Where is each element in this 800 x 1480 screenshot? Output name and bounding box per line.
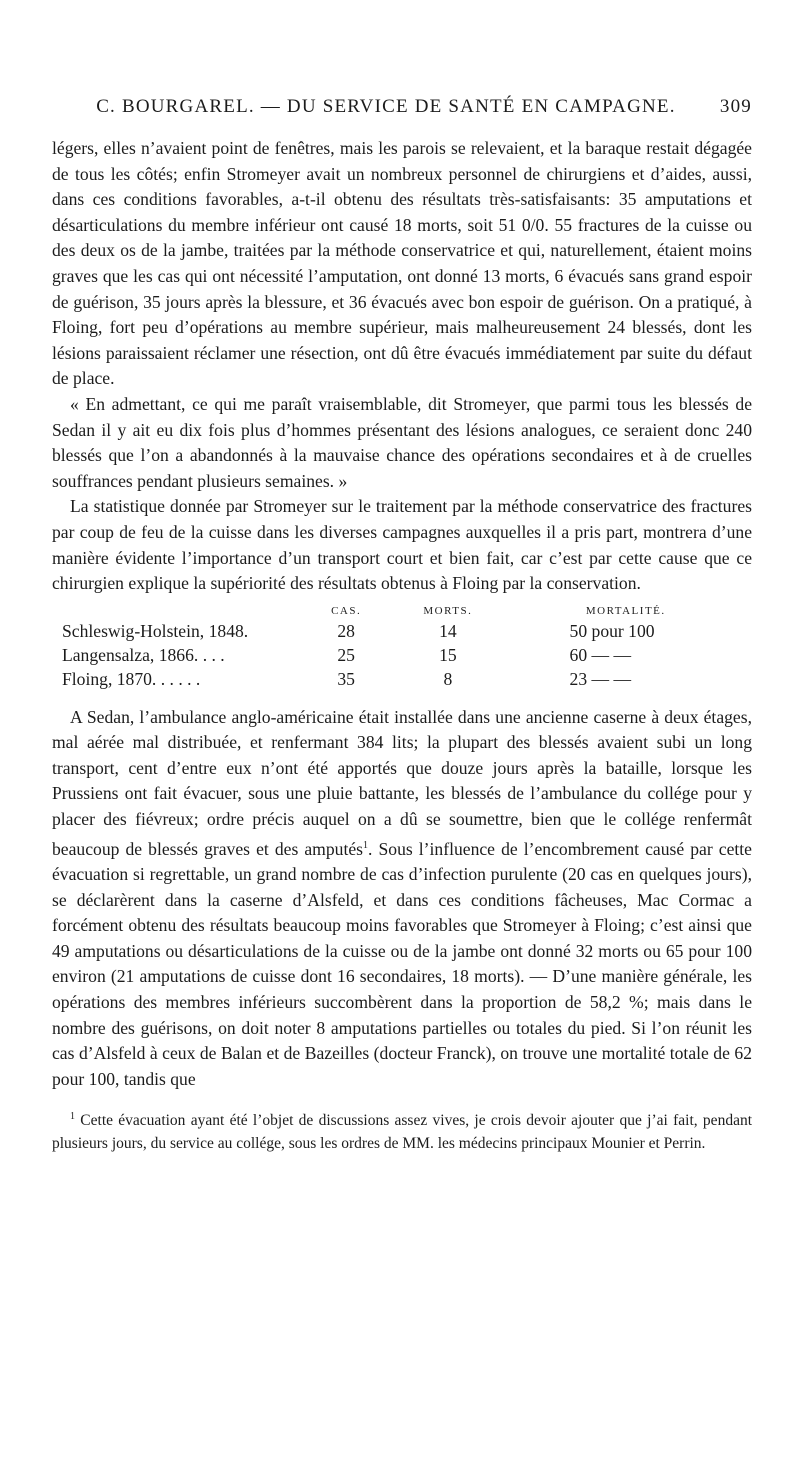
row-label: Langensalza, 1866. . . .	[62, 644, 225, 665]
table-row	[62, 619, 752, 643]
row-mortalite: 23 — —	[569, 668, 632, 689]
paragraph-1: légers, elles n’avaient point de fenêtres, mais les parois se relevaient, et la baraque restait dégagée de tous les côtés; enfin Stromeyer avait un nombreux personnel de chirurgiens et d’aides, aussi, dans ces conditions favorables, a-t-il obtenu des résultats très-satisfaisants: 35 amputations et désarticulations du membre inférieur ont causé 18 morts, soit 51 0/0. 55 fractures de la cuisse ou des deux os de la jambe, traitées par la méthode conservatrice et qui, naturellement, étaient moins graves que les cas qui ont nécessité l’amputation, ont donné 13 morts, 6 évacués sans grand espoir de guérison, 35 jours après la blessure, et 36 évacués avec bon espoir de guérison. On a pratiqué, à Floing, fort peu d’opérations au membre supérieur, mais malheureusement 24 blessés, dont les lésions paraissaient réclamer une résection, ont dû être évacués immédiatement par suite du défaut de place.	[52, 138, 752, 389]
paragraph-2-quote: « En admettant, ce qui me paraît vraisemblable, dit Stromeyer, que parmi tous les blessés de Sedan il y ait eu dix fois plus d’hommes présentant des lésions analogues, ce seraient donc 240 blessés que l’on a abandonnés à la mauvaise chance des opérations secondaires et à de cruelles souffrances pendant plusieurs semaines. »	[52, 393, 752, 491]
footnote-text: Cette évacuation ayant été l’objet de discussions assez vives, je crois devoir ajouter que j’ai fait, pendant plusieurs jours, du service au collége, sous les ordres de MM. les médecins principaux Mounier et Perrin.	[52, 1112, 752, 1152]
row-mortalite: 50 pour 100	[569, 620, 655, 641]
table-header-mortalite: MORTALITÉ.	[585, 604, 666, 617]
paragraph-4-part-2: . Sous l’influence de l’encombrement causé par cette évacuation si regrettable, un grand nombre de cas d’infection purulente (20 cas en quelques jours), se déclarèrent dans la caserne d’Alsfeld, et dans ces conditions fâcheuses, Mac Cormac a forcément obtenu des résultats beaucoup moins favorables que Stromeyer à Floing; c’est ainsi que 49 amputations ou désarticulations de la cuisse ou de la jambe ont donné 32 morts ou 65 pour 100 environ (21 amputations de cuisse dont 16 secondaires, 18 morts). — D’une manière générale, les opérations des membres inférieurs succombèrent dans la proportion de 58,2 %; mais dans le nombre des guérisons, on doit noter 8 amputations partielles ou totales du pied. Si l’on réunit les cas d’Alsfeld à ceux de Balan et de Bazeilles (docteur Franck), on trouve une mortalité totale de 62 pour 100, tandis que	[52, 838, 752, 1089]
row-cas: 28	[337, 620, 355, 641]
row-morts: 14	[439, 620, 457, 641]
mortality-table	[62, 605, 752, 691]
paragraph-4-part-1: A Sedan, l’ambulance anglo-américaine était installée dans une ancienne caserne à deux étages, mal aérée mal distribuée, et renfermant 384 lits; la plupart des blessés avaient subi un long transport, cent d’entre eux n’ont été apportés que douze jours après la bataille, lorsque les Prussiens ont fait évacuer, sous une pluie battante, les blessés de l’ambulance du collége pour y placer des fiévreux; ordre précis auquel on a dû se soumettre, bien que le collége renfermât beaucoup de blessés graves et des amputés	[52, 706, 752, 859]
running-title: C. BOURGAREL. — DU SERVICE DE SANTÉ EN CAMPAGNE.	[96, 96, 676, 117]
table-header-label	[62, 605, 296, 619]
paragraph-3: La statistique donnée par Stromeyer sur le traitement par la méthode conservatrice des fractures par coup de feu de la cuisse dans les diverses campagnes auxquelles il a pris part, montrera d’une manière évidente l’importance d’un transport court et bien fait, car c’est par cette cause que ce chirurgien explique la supériorité des résultats obtenus à Floing par la conservation.	[52, 496, 752, 594]
row-mortalite: 60 — —	[569, 644, 632, 665]
table-row	[62, 667, 752, 691]
table-row	[62, 643, 752, 667]
row-label: Schleswig-Holstein, 1848.	[62, 620, 249, 641]
book-page	[52, 96, 752, 1155]
row-cas: 25	[337, 644, 355, 665]
paragraph-4	[52, 705, 752, 1093]
footnote-marker: 1	[70, 1111, 75, 1123]
page-number: 309	[719, 96, 752, 117]
table-header-morts: MORTS.	[423, 604, 473, 617]
row-cas: 35	[337, 668, 355, 689]
table-header-cas: CAS.	[331, 604, 362, 617]
footnote-reference[interactable]: 1	[363, 839, 369, 851]
row-morts: 8	[443, 668, 453, 689]
row-label: Floing, 1870. . . . . .	[62, 668, 201, 689]
row-morts: 15	[439, 644, 457, 665]
table-header-row	[62, 605, 752, 619]
footnote	[52, 1106, 752, 1154]
running-head	[52, 96, 752, 118]
